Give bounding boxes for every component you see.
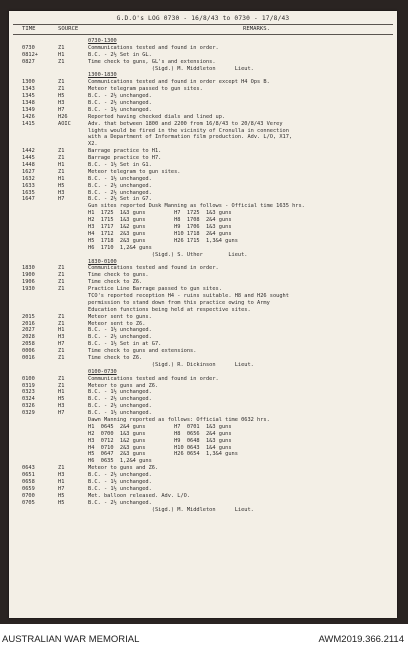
log-remarks: B.C. - 1½ unchanged. (88, 410, 152, 417)
log-remarks: Time check to guns. (88, 272, 149, 279)
log-row (9, 438, 397, 445)
log-time: 0016 (22, 354, 35, 361)
log-time: 0730 (22, 44, 35, 51)
log-row (9, 417, 397, 424)
log-source: H5 (58, 499, 65, 506)
column-header-remarks: REMARKS. (243, 26, 270, 32)
log-row (9, 355, 397, 362)
log-row (9, 486, 397, 493)
log-remarks: lights would be fired in the vicinity of Cronulla in connection (88, 127, 289, 134)
log-source: H7 (58, 106, 65, 113)
log-remarks: H2 1715 1&3 guns H8 1708 2&4 guns (88, 217, 232, 224)
log-time: 0329 (22, 410, 35, 417)
log-row (9, 45, 397, 52)
log-row (9, 66, 397, 73)
log-remarks: B.C. - 1½ unchanged. (88, 479, 152, 485)
log-row (9, 210, 397, 217)
log-remarks: Time check to Z6. (88, 354, 143, 361)
log-remarks: Barrage practice to H7. (88, 155, 162, 162)
log-row (9, 128, 397, 135)
log-page (9, 11, 397, 618)
log-remarks: (Sigd.) S. Uther Lieut. (88, 251, 248, 258)
section-heading-row (9, 369, 397, 376)
log-remarks: B.C. - 2½ unchanged. (88, 100, 152, 107)
log-source: H1 (58, 162, 65, 169)
log-remarks: H1 1725 1&3 guns H7 1725 1&3 guns (88, 210, 232, 217)
log-remarks: Dawn Manning reported as follows: Official time 0632 hrs. (88, 416, 270, 423)
log-remarks: Communications tested and found in order. (88, 375, 219, 382)
log-remarks: Meteor sent to guns. (88, 313, 152, 320)
log-remarks: Meteor to guns and Z6. (88, 382, 159, 389)
log-remarks: B.C. - 2½ unchanged. (88, 499, 152, 506)
log-row (9, 472, 397, 479)
log-remarks: B.C. - 1½ unchanged. (88, 106, 152, 113)
log-row (9, 79, 397, 86)
log-remarks: B.C. - 2½ unchanged. (88, 334, 152, 341)
log-remarks: Adv. that between 1800 and 2200 from 16/8/43 to 20/8/43 Verey (88, 120, 283, 127)
log-remarks: B.C. - 2½ unchanged. (88, 189, 152, 196)
log-remarks: B.C. - 2½ unchanged. (88, 182, 152, 189)
log-source: Z1 (58, 58, 65, 65)
log-time: 0812+ (22, 51, 38, 58)
log-source: H1 (58, 51, 65, 58)
log-row (9, 86, 397, 93)
footer-bar (0, 624, 408, 653)
log-remarks: B.C. - 2½ unchanged. (88, 472, 152, 479)
log-time: 1906 (22, 279, 35, 286)
log-row (9, 424, 397, 431)
log-time: 2028 (22, 334, 35, 341)
log-row (9, 341, 397, 348)
log-row (9, 245, 397, 252)
log-row (9, 403, 397, 410)
log-time: 1635 (22, 189, 35, 196)
log-entries (9, 38, 397, 513)
log-row (9, 431, 397, 438)
log-remarks: Time check to guns, GL's and extensions. (88, 58, 216, 65)
log-time: 1442 (22, 148, 35, 155)
log-row (9, 224, 397, 231)
log-time: 0643 (22, 465, 35, 472)
log-row (9, 314, 397, 321)
log-source: H3 (58, 334, 65, 341)
log-remarks: 1300-1830 (88, 72, 117, 79)
log-remarks: B.C. - 2½ unchanged. (88, 93, 152, 100)
log-row (9, 148, 397, 155)
log-source: H1 (58, 175, 65, 182)
footer-accession-number: AWM2019.366.2114 (318, 634, 404, 645)
log-row (9, 458, 397, 465)
log-source: H5 (58, 182, 65, 189)
log-remarks: (Sigd.) R. Dickinson Lieut. (88, 361, 254, 368)
log-row (9, 376, 397, 383)
log-source: Z1 (58, 155, 65, 162)
log-time: 2016 (22, 320, 35, 327)
log-row (9, 121, 397, 128)
log-time: 1900 (22, 272, 35, 279)
log-remarks: Meteor to guns and Z6. (88, 465, 159, 472)
log-row (9, 272, 397, 279)
log-remarks: Communications tested and found in order except H4 Ops B. (88, 79, 270, 86)
log-row (9, 479, 397, 486)
log-remarks: H5 1718 2&3 guns H26 1715 1,3&4 guns (88, 237, 238, 244)
log-time: 1930 (22, 286, 35, 293)
log-time: 1647 (22, 196, 35, 203)
log-source: Z1 (58, 279, 65, 286)
log-row (9, 169, 397, 176)
log-remarks: Education functions being held at respective sites. (88, 306, 251, 313)
log-source: Z1 (58, 79, 65, 86)
log-remarks: Meteor telegram to gun sites. (88, 168, 181, 175)
log-remarks: 0100-0730 (88, 368, 117, 375)
log-time: 0006 (22, 348, 35, 355)
document-title: G.D.O's LOG 0730 - 16/8/43 to 0730 - 17/8/43 (116, 15, 290, 22)
log-remarks: H3 0712 1&2 guns H9 0648 1&3 guns (88, 437, 232, 444)
log-row (9, 500, 397, 507)
log-source: Z1 (58, 382, 65, 389)
log-source: Z1 (58, 148, 65, 155)
log-remarks: H3 1717 1&2 guns H9 1706 1&3 guns (88, 224, 232, 231)
log-remarks: Reported having checked dials and lined up. (88, 113, 226, 120)
header-bottom-rule (13, 34, 393, 35)
log-source: H7 (58, 341, 65, 348)
log-row (9, 334, 397, 341)
log-row (9, 217, 397, 224)
log-row (9, 162, 397, 169)
log-source: H1 (58, 327, 65, 334)
log-remarks: B.C. - 2½ unchanged. (88, 396, 152, 403)
log-remarks: Communications tested and found in order. (88, 44, 219, 51)
log-time: 0324 (22, 396, 35, 403)
log-time: 1349 (22, 106, 35, 113)
log-time: 2015 (22, 313, 35, 320)
log-source: Z1 (58, 168, 65, 175)
log-source: H5 (58, 492, 65, 499)
log-row (9, 231, 397, 238)
log-row (9, 114, 397, 121)
log-remarks: B.C. - 1½ Set in G1. (88, 162, 152, 169)
log-remarks: H4 0710 2&3 guns H10 0643 1&4 guns (88, 444, 232, 451)
log-source: H7 (58, 196, 65, 203)
log-remarks: 0730-1300 (88, 38, 117, 44)
log-source: Z1 (58, 313, 65, 320)
log-remarks: B.C. - 1½ unchanged. (88, 327, 152, 334)
log-remarks: Barrage practice to H1. (88, 148, 162, 155)
log-time: 1348 (22, 100, 35, 107)
log-time: 0700 (22, 492, 35, 499)
log-row (9, 348, 397, 355)
log-row (9, 93, 397, 100)
log-row (9, 300, 397, 307)
log-source: H7 (58, 410, 65, 417)
log-remarks: X2. (88, 141, 98, 148)
header-top-rule (13, 24, 393, 25)
log-row (9, 279, 397, 286)
log-remarks: H2 0700 1&3 guns H8 0656 2&4 guns (88, 430, 232, 437)
log-remarks: Meteor sent to Z6. (88, 320, 146, 327)
log-row (9, 383, 397, 390)
log-remarks: H6 0635 1,2&4 guns (88, 458, 152, 465)
log-remarks: (Sigd.) M. Middleton Lieut. (88, 65, 254, 72)
log-remarks: Gun sites reported Dusk Manning as follows - Official time 1635 hrs. (88, 203, 305, 210)
log-time: 0323 (22, 389, 35, 396)
log-time: 1343 (22, 86, 35, 93)
log-remarks: B.C. - 1½ Set in at G7. (88, 341, 162, 348)
log-source: Z1 (58, 44, 65, 51)
log-source: H5 (58, 93, 65, 100)
log-time: 0827 (22, 58, 35, 65)
log-source: Z1 (58, 354, 65, 361)
log-remarks: B.C. - 1½ unchanged. (88, 175, 152, 182)
log-row (9, 410, 397, 417)
column-header-time: TIME (22, 26, 36, 32)
log-source: H1 (58, 389, 65, 396)
log-remarks: H5 0647 2&3 guns H26 0654 1,3&4 guns (88, 451, 238, 458)
log-remarks: H1 0645 2&4 guns H7 0701 1&3 guns (88, 423, 232, 430)
log-time: 0100 (22, 375, 35, 382)
log-source: Z1 (58, 348, 65, 355)
log-source: H7 (58, 485, 65, 492)
column-header-source: SOURCE (58, 26, 79, 32)
log-row (9, 327, 397, 334)
log-source: Z1 (58, 265, 65, 272)
log-remarks: Meteor telegram passed to gun sites. (88, 86, 203, 93)
log-source: H3 (58, 403, 65, 410)
log-source: Z1 (58, 286, 65, 293)
log-time: 0651 (22, 472, 35, 479)
log-time: 1632 (22, 175, 35, 182)
log-row (9, 100, 397, 107)
log-remarks: TCO's reported reception H4 - ruins suitable. H8 and H26 sought (88, 292, 289, 299)
log-time: 1627 (22, 168, 35, 175)
log-row (9, 396, 397, 403)
log-remarks: B.C. - 2½ Set in GL. (88, 51, 152, 58)
log-row (9, 389, 397, 396)
log-remarks: (Sigd.) M. Middleton Lieut. (88, 506, 254, 513)
log-remarks: Communications tested and found in order. (88, 265, 219, 272)
log-time: 0326 (22, 403, 35, 410)
log-remarks: Practice Line Barrage passed to gun sites. (88, 286, 222, 293)
log-source: Z1 (58, 86, 65, 93)
log-time: 1830 (22, 265, 35, 272)
log-source: AOIC (58, 120, 71, 127)
log-source: H5 (58, 396, 65, 403)
log-source: H3 (58, 472, 65, 479)
log-row (9, 176, 397, 183)
log-remarks: Met. balloon released. Adv. L/O. (88, 492, 191, 499)
log-time: 2058 (22, 341, 35, 348)
log-row (9, 293, 397, 300)
log-row (9, 52, 397, 59)
log-remarks: B.C. - 2½ Set in G7. (88, 196, 152, 203)
log-time: 2027 (22, 327, 35, 334)
log-source: Z1 (58, 272, 65, 279)
log-row (9, 238, 397, 245)
log-remarks: permission to stand down from this practice owing to Army (88, 299, 270, 306)
log-source: H1 (58, 479, 65, 485)
log-remarks: Time check to guns and extensions. (88, 348, 197, 355)
log-source: H3 (58, 100, 65, 107)
log-row (9, 155, 397, 162)
log-row (9, 134, 397, 141)
log-remarks: H6 1710 1,2&4 guns (88, 244, 152, 251)
log-row (9, 362, 397, 369)
log-row (9, 203, 397, 210)
log-row (9, 321, 397, 328)
log-row (9, 465, 397, 472)
log-remarks: B.C. - 2½ unchanged. (88, 403, 152, 410)
log-remarks: H4 1712 2&3 guns H10 1718 2&4 guns (88, 230, 232, 237)
log-time: 1300 (22, 79, 35, 86)
section-heading-row (9, 38, 397, 45)
footer-institution: AUSTRALIAN WAR MEMORIAL (2, 634, 140, 645)
log-row (9, 265, 397, 272)
log-row (9, 107, 397, 114)
log-row (9, 196, 397, 203)
log-time: 0705 (22, 499, 35, 506)
log-source: H26 (58, 113, 68, 120)
section-heading-row (9, 259, 397, 266)
log-row (9, 141, 397, 148)
log-source: H3 (58, 189, 65, 196)
section-heading-row (9, 72, 397, 79)
log-time: 1345 (22, 93, 35, 100)
log-time: 1426 (22, 113, 35, 120)
log-row (9, 183, 397, 190)
log-row (9, 59, 397, 66)
log-row (9, 252, 397, 259)
log-row (9, 307, 397, 314)
log-time: 1448 (22, 162, 35, 169)
log-source: Z1 (58, 375, 65, 382)
log-row (9, 451, 397, 458)
log-time: 0658 (22, 479, 35, 485)
log-time: 1445 (22, 155, 35, 162)
log-remarks: 1830-0100 (88, 258, 117, 265)
log-row (9, 190, 397, 197)
log-time: 1415 (22, 120, 35, 127)
log-remarks: B.C. - 1½ unchanged. (88, 485, 152, 492)
log-time: 0659 (22, 485, 35, 492)
log-row (9, 507, 397, 514)
log-row (9, 286, 397, 293)
log-remarks: with a Department of Information film production. Adv. L/O, X17, (88, 134, 293, 141)
log-source: Z1 (58, 465, 65, 472)
log-time: 1633 (22, 182, 35, 189)
log-row (9, 493, 397, 500)
log-row (9, 445, 397, 452)
log-source: Z1 (58, 320, 65, 327)
log-time: 0319 (22, 382, 35, 389)
log-remarks: B.C. - 1½ unchanged. (88, 389, 152, 396)
log-remarks: Time check to Z6. (88, 279, 143, 286)
